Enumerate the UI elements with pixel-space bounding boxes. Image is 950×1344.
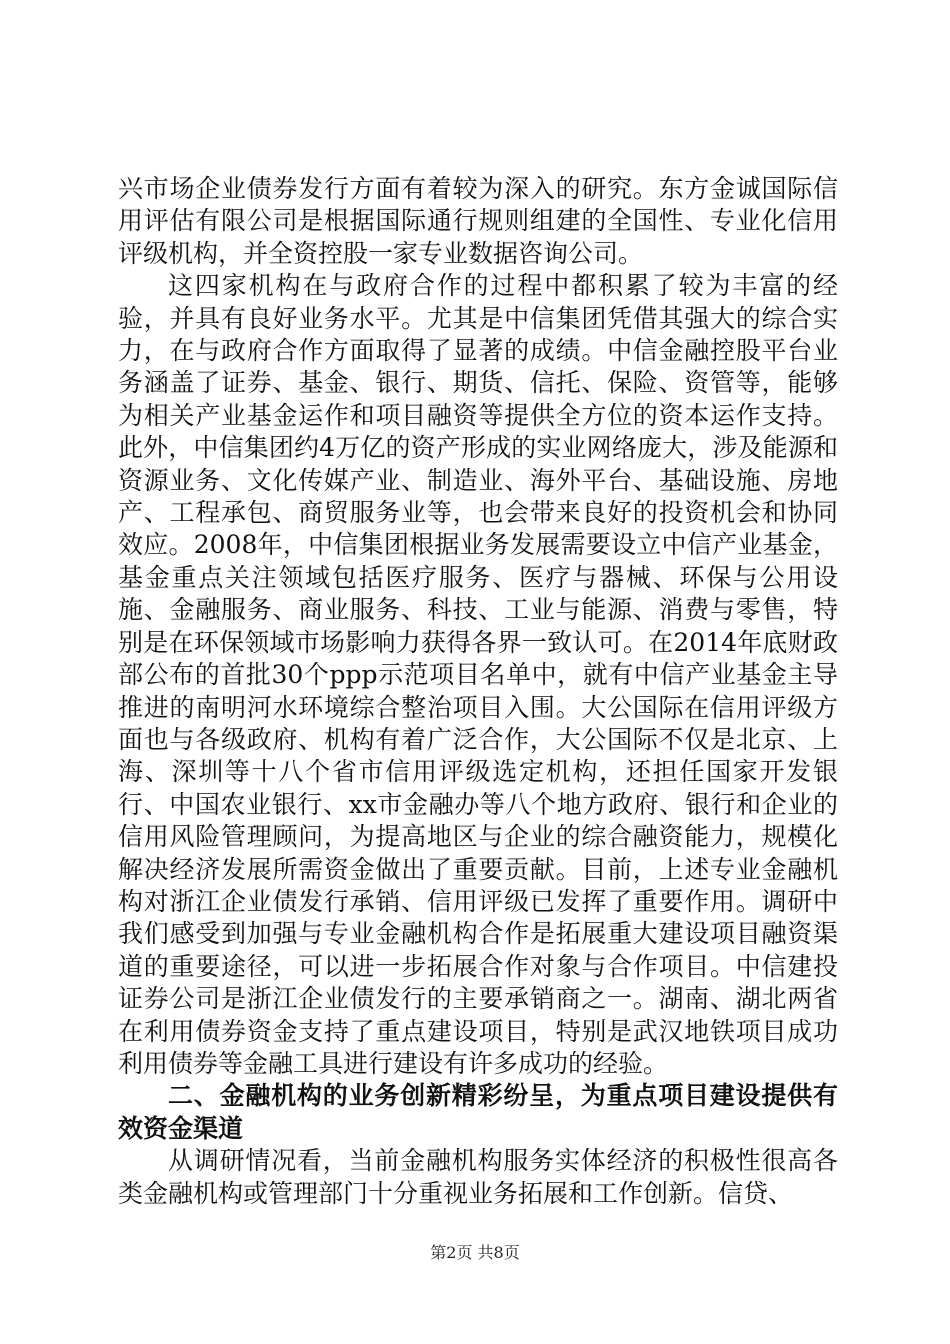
paragraph-continuation: 兴市场企业债券发行方面有着较为深入的研究。东方金诚国际信用评估有限公司是根据国际通行规则组建的全国性、专业化信用评级机构，并全资控股一家专业数据咨询公司。 <box>118 174 838 268</box>
page-footer: 第2页 共8页 <box>430 1243 520 1262</box>
document-body <box>118 173 838 1210</box>
paragraph-research-findings: 从调研情况看，当前金融机构服务实体经济的积极性很高各类金融机构或管理部门十分重视业务拓展和工作创新。信贷、 <box>118 1146 838 1208</box>
section-heading: 二、金融机构的业务创新精彩纷呈，为重点项目建设提供有效资金渠道 <box>118 1081 838 1143</box>
paragraph-four-institutions: 这四家机构在与政府合作的过程中都积累了较为丰富的经验，并具有良好业务水平。尤其是中信集团凭借其强大的综合实力，在与政府合作方面取得了显著的成绩。中信金融控股平台业务涵盖了证券、基金、银行、期货、信托、保险、资管等，能够为相关产业基金运作和项目融资等提供全方位的资本运作支持。此外，中信集团约4万亿的资产形成的实业网络庞大，涉及能源和资源业务、文化传媒产业、制造业、海外平台、基础设施、房地产、工程承包、商贸服务业等，也会带来良好的投资机会和协同效应。2008年，中信集团根据业务发展需要设立中信产业基金，基金重点关注领域包括医疗服务、医疗与器械、环保与公用设施、金融服务、商业服务、科技、工业与能源、消费与零售，特别是在环保领域市场影响力获得各界一致认可。在2014年底财政部公布的首批30个ppp示范项目名单中，就有中信产业基金主导推进的南明河水环境综合整治项目入围。大公国际在信用评级方面也与各级政府、机构有着广泛合作，大公国际不仅是北京、上海、深圳等十八个省市信用评级选定机构，还担任国家开发银行、中国农业银行、xx市金融办等八个地方政府、银行和企业的信用风险管理顾问，为提高地区与企业的综合融资能力，规模化解决经济发展所需资金做出了重要贡献。目前，上述专业金融机构对浙江企业债发行承销、信用评级已发挥了重要作用。调研中我们感受到加强与专业金融机构合作是拓展重大建设项目融资渠道的重要途径，可以进一步拓展合作对象与合作项目。中信建投证券公司是浙江企业债发行的主要承销商之一。湖南、湖北两省在利用债券资金支持了重点建设项目，特别是武汉地铁项目成功利用债券等金融工具进行建设有许多成功的经验。 <box>118 271 838 1078</box>
